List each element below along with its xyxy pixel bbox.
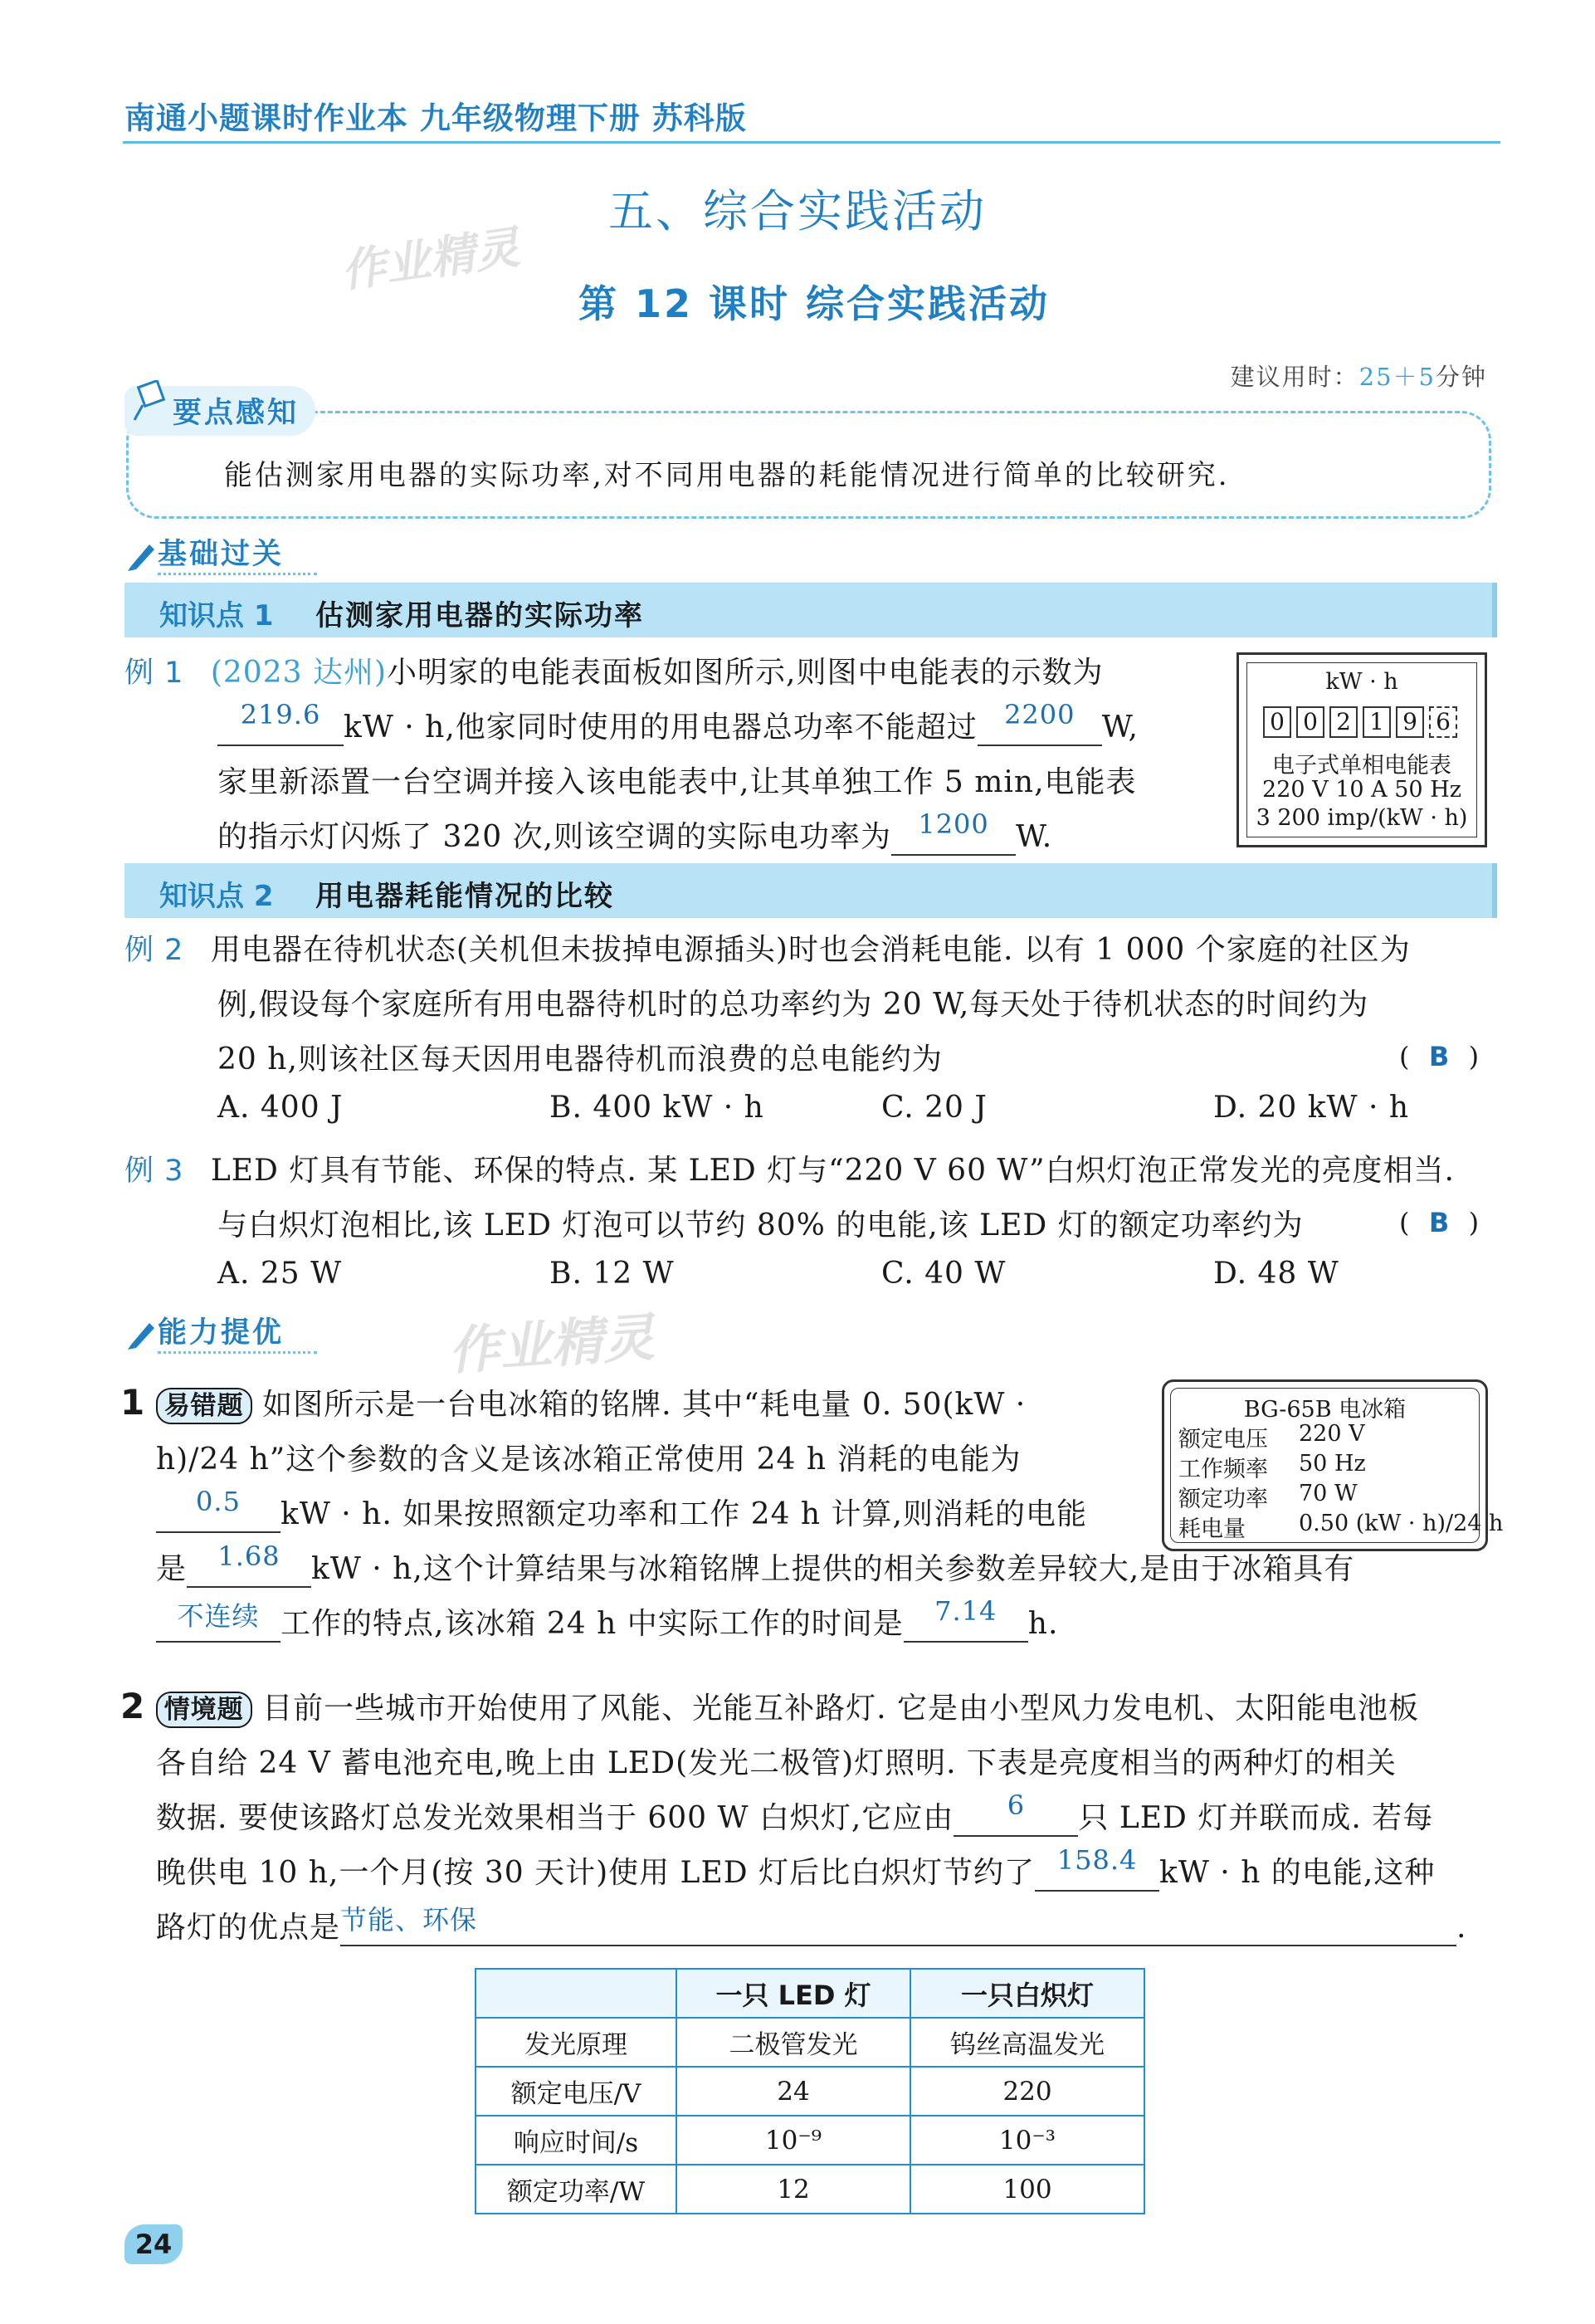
page-number: 24: [124, 2224, 183, 2264]
fridge-spec-key: 工作频率: [1178, 1457, 1268, 1482]
table-cell: 额定电压/V: [476, 2067, 676, 2116]
watermark: 作业精灵: [446, 1306, 656, 1382]
kp1-name: 估测家用电器的实际功率: [315, 599, 644, 632]
example-2-answer: B: [1428, 1041, 1451, 1072]
example-3-answer-paren: ( B ): [1399, 1207, 1480, 1238]
fridge-spec-key: 额定电压: [1178, 1427, 1268, 1452]
example-1-line-1: 例 1 (2023 达州)小明家的电能表面板如图所示,则图中电能表的示数为: [124, 656, 1104, 690]
table-row: [476, 2018, 1144, 2067]
question-1-line-2: h)/24 h”这个参数的含义是该冰箱正常使用 24 h 消耗的电能为: [156, 1443, 1022, 1477]
example-3-answer: B: [1428, 1207, 1451, 1238]
ability-section-label: 能力提优: [158, 1310, 317, 1354]
meter-type: 电子式单相电能表: [1272, 753, 1451, 779]
kp2-number: 知识点 2: [159, 880, 274, 913]
question-1-line-3: 0.5 kW · h. 如果按照额定功率和工作 24 h 计算,则消耗的电能: [156, 1491, 1087, 1533]
option-b[interactable]: B. 12 W: [549, 1257, 675, 1291]
question-1-line-1: 1 易错题 如图所示是一台电冰箱的铭牌. 其中“耗电量 0. 50(kW ·: [120, 1382, 1027, 1423]
meter-digit: 0: [1263, 706, 1291, 738]
question-2-tag: 情境题: [156, 1692, 252, 1728]
table-header-cell: 一只 LED 灯: [676, 1969, 910, 2018]
pencil-icon: [124, 1316, 158, 1351]
watermark: 作业精灵: [338, 221, 523, 298]
question-2-line-3: 数据. 要使该路灯总发光效果相当于 600 W 白炽灯,它应由 6 只 LED 灯并联而成. 若每: [156, 1789, 1434, 1835]
option-b[interactable]: B. 400 kW · h: [549, 1091, 764, 1125]
pencil-icon: [124, 538, 158, 573]
table-header-cell: [476, 1969, 676, 2018]
table-cell: 10⁻⁹: [676, 2116, 910, 2165]
option-d[interactable]: D. 48 W: [1213, 1257, 1339, 1291]
meter-rating: 220 V 10 A 50 Hz: [1262, 777, 1461, 803]
light-comparison-table: [475, 1968, 1145, 2214]
option-d[interactable]: D. 20 kW · h: [1213, 1091, 1410, 1125]
kp1-number: 知识点 1: [159, 599, 274, 632]
meter-unit: kW · h: [1325, 669, 1398, 695]
example-1-line-4: 的指示灯闪烁了 320 次,则该空调的实际电功率为 1200 W.: [217, 808, 1053, 854]
header-title: 南通小题课时作业本 九年级物理下册 苏科版: [124, 100, 747, 136]
table-cell: 发光原理: [476, 2018, 676, 2067]
meter-digit: 2: [1329, 706, 1358, 738]
option-c[interactable]: C. 20 J: [881, 1091, 988, 1125]
keypoints-label: 要点感知: [173, 397, 300, 430]
option-c[interactable]: C. 40 W: [881, 1257, 1007, 1291]
option-a[interactable]: A. 400 J: [217, 1091, 344, 1125]
kp2-name: 用电器耗能情况的比较: [315, 880, 614, 913]
meter-digit-decimal: 6: [1429, 706, 1457, 738]
table-cell: 24: [676, 2067, 910, 2116]
table-cell: 12: [676, 2165, 910, 2214]
answer-blank[interactable]: 158.4: [1035, 1856, 1159, 1892]
table-header-row: [476, 1969, 1144, 2018]
example-2-answer-paren: ( B ): [1399, 1041, 1480, 1072]
question-2-line-4: 晚供电 10 h,一个月(按 30 天计)使用 LED 灯后比白炽灯节约了 158.4 kW · h 的电能,这种: [156, 1844, 1436, 1890]
table-row: [476, 2067, 1144, 2116]
basic-section-label: 基础过关: [158, 531, 317, 575]
table-cell: 10⁻³: [910, 2116, 1144, 2165]
question-1-line-4: 是 1.68 kW · h,这个计算结果与冰箱铭牌上提供的相关参数差异较大,是由于冰箱具有: [156, 1540, 1355, 1586]
lesson-title: 第 12 课时 综合实践活动: [578, 281, 1051, 326]
option-a[interactable]: A. 25 W: [217, 1257, 343, 1291]
header-divider: [123, 141, 1500, 144]
pushpin-icon: [131, 380, 169, 423]
example-2-line-1: 例 2 用电器在待机状态(关机但未拔掉电源插头)时也会消耗电能. 以有 1 000 个家庭的社区为: [124, 933, 1411, 967]
example-3-line-1: 例 3 LED 灯具有节能、环保的特点. 某 LED 灯与“220 V 60 W”白炽灯泡正常发光的亮度相当.: [124, 1154, 1455, 1188]
question-2-line-5: 路灯的优点是 节能、环保 .: [156, 1904, 1467, 1945]
answer-blank[interactable]: 1200: [891, 820, 1016, 856]
knowledge-point-1-bar: [124, 583, 1497, 637]
unit-title: 五、综合实践活动: [608, 185, 987, 237]
table-row: [476, 2116, 1144, 2165]
table-cell: 钨丝高温发光: [910, 2018, 1144, 2067]
question-2-line-2: 各自给 24 V 蓄电池充电,晚上由 LED(发光二极管)灯照明. 下表是亮度相当的两种灯的相关: [156, 1746, 1397, 1780]
table-cell: 220: [910, 2067, 1144, 2116]
keypoints-text: 能估测家用电器的实际功率,对不同用电器的耗能情况进行简单的比较研究.: [224, 459, 1230, 492]
table-cell: 二极管发光: [676, 2018, 910, 2067]
answer-blank[interactable]: 不连续: [156, 1607, 280, 1643]
table-cell: 100: [910, 2165, 1144, 2214]
question-2-line-1: 2 情境题 目前一些城市开始使用了风能、光能互补路灯. 它是由小型风力发电机、太阳能电池板: [120, 1686, 1420, 1726]
answer-blank[interactable]: 0.5: [156, 1497, 280, 1533]
meter-digit: 9: [1396, 706, 1424, 738]
question-2-number: 2: [120, 1686, 146, 1726]
example-1-line-2: 219.6 kW · h,他家同时使用的用电器总功率不能超过 2200 W,: [217, 704, 1139, 746]
question-1-tag: 易错题: [156, 1388, 252, 1424]
question-1-number: 1: [120, 1382, 146, 1423]
answer-blank[interactable]: 219.6: [217, 710, 344, 746]
suggested-time: 建议用时：25＋5分钟: [1230, 363, 1487, 391]
example-1-source: (2023 达州): [210, 656, 388, 690]
example-2-line-2: 例,假设每个家庭所有用电器待机时的总功率约为 20 W,每天处于待机状态的时间约为: [217, 988, 1369, 1022]
knowledge-point-2-bar: [124, 863, 1497, 918]
fridge-spec-key: 耗电量: [1178, 1516, 1246, 1542]
table-cell: 额定功率/W: [476, 2165, 676, 2214]
question-1-line-5: 不连续 工作的特点,该冰箱 24 h 中实际工作的时间是 7.14 h.: [156, 1600, 1058, 1643]
example-1-line-3: 家里新添置一台空调并接入该电能表中,让其单独工作 5 min,电能表: [217, 765, 1137, 799]
fridge-spec-value: 50 Hz: [1299, 1451, 1366, 1477]
answer-blank[interactable]: 1.68: [187, 1552, 311, 1588]
meter-digit: 1: [1363, 706, 1391, 738]
fridge-spec-value: 220 V: [1299, 1421, 1365, 1447]
example-3-line-2: 与白炽灯泡相比,该 LED 灯泡可以节约 80% 的电能,该 LED 灯的额定功率约为: [217, 1208, 1304, 1243]
answer-blank[interactable]: 2200: [978, 710, 1102, 746]
meter-constant: 3 200 imp/(kW · h): [1256, 805, 1468, 831]
table-row: [476, 2165, 1144, 2214]
fridge-model: BG-65B 电冰箱: [1243, 1397, 1407, 1423]
example-2-line-3: 20 h,则该社区每天因用电器待机而浪费的总电能约为: [217, 1042, 943, 1077]
table-header-cell: 一只白炽灯: [910, 1969, 1144, 2018]
fridge-spec-key: 额定功率: [1178, 1487, 1268, 1512]
answer-blank[interactable]: 6: [954, 1801, 1078, 1837]
answer-blank[interactable]: 节能、环保: [340, 1911, 1456, 1946]
fridge-spec-value: 0.50 (kW · h)/24 h: [1299, 1511, 1504, 1536]
answer-blank[interactable]: 7.14: [904, 1607, 1028, 1643]
fridge-spec-value: 70 W: [1299, 1481, 1358, 1506]
table-cell: 响应时间/s: [476, 2116, 676, 2165]
meter-digit: 0: [1296, 706, 1324, 738]
